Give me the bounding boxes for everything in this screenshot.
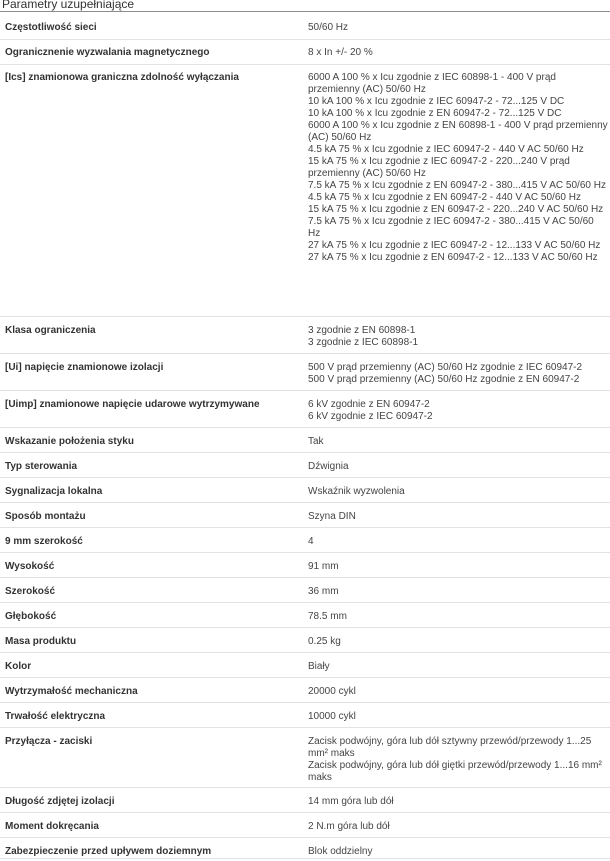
table-row (0, 553, 610, 578)
row-label: Zabezpieczenie przed upływem doziemnym (5, 846, 212, 857)
row-value (308, 661, 608, 673)
table-row (0, 317, 610, 354)
value-line: 10000 cykl (308, 711, 356, 722)
value-line: Wskaźnik wyzwolenia (308, 486, 405, 497)
table-row (0, 478, 610, 503)
row-label: Moment dokręcania (5, 821, 99, 832)
row-label: Trwałość elektryczna (5, 711, 106, 722)
value-line: 3 zgodnie z EN 60898-1 (308, 325, 416, 336)
table-row (0, 428, 610, 453)
value-line: 50/60 Hz (308, 22, 349, 33)
value-line: 14 mm góra lub dół (308, 796, 394, 807)
table-row (0, 628, 610, 653)
row-label: Masa produktu (5, 636, 77, 647)
value-line: 6000 A 100 % x Icu zgodnie z EN 60898-1 - 400 V prąd przemienny (AC) 50/60 Hz (308, 120, 608, 143)
section-title: Parametry uzupełniające (0, 0, 610, 12)
value-line: 15 kA 75 % x Icu zgodnie z EN 60947-2 - 220...240 V AC 50/60 Hz (308, 204, 604, 215)
row-label: Klasa ograniczenia (5, 325, 96, 336)
value-line: 8 x In +/- 20 % (308, 47, 373, 58)
value-line: 91 mm (308, 561, 339, 572)
row-label: Długość zdjętej izolacji (5, 796, 115, 807)
value-line: 36 mm (308, 586, 339, 597)
value-line: 6000 A 100 % x Icu zgodnie z IEC 60898-1 - 400 V prąd przemienny (AC) 50/60 Hz (308, 72, 556, 95)
row-label: Częstotliwość sieci (5, 22, 97, 33)
table-row (0, 65, 610, 317)
value-line: 4.5 kA 75 % x Icu zgodnie z EN 60947-2 - 440 V AC 50/60 Hz (308, 192, 581, 203)
value-line: Szyna DIN (308, 511, 356, 522)
table-row (0, 703, 610, 728)
table-row (0, 788, 610, 813)
table-row (0, 578, 610, 603)
value-line: 20000 cykl (308, 686, 356, 697)
row-value (308, 72, 608, 264)
row-value (308, 325, 608, 349)
value-line: 6 kV zgodnie z IEC 60947-2 (308, 411, 433, 422)
table-row (0, 838, 610, 859)
value-line: 7.5 kA 75 % x Icu zgodnie z IEC 60947-2 - 380...415 V AC 50/60 Hz (308, 216, 594, 239)
value-line: 10 kA 100 % x Icu zgodnie z IEC 60947-2 - 72...125 V DC (308, 96, 565, 107)
row-label: 9 mm szerokość (5, 536, 83, 547)
value-line: 4.5 kA 75 % x Icu zgodnie z IEC 60947-2 - 440 V AC 50/60 Hz (308, 144, 584, 155)
value-line: 27 kA 75 % x Icu zgodnie z IEC 60947-2 - 12...133 V AC 50/60 Hz (308, 240, 601, 251)
row-value (308, 686, 608, 698)
row-label: Głębokość (5, 611, 57, 622)
value-line: Tak (308, 436, 324, 447)
row-label: Szerokość (5, 586, 56, 597)
value-line: 10 kA 100 % x Icu zgodnie z EN 60947-2 - 72...125 V DC (308, 108, 562, 119)
value-line: 500 V prąd przemienny (AC) 50/60 Hz zgodnie z EN 60947-2 (308, 374, 580, 385)
table-row (0, 14, 610, 40)
value-line: 78.5 mm (308, 611, 347, 622)
table-row (0, 728, 610, 788)
row-label: [Ics] znamionowa graniczna zdolność wyłączania (5, 72, 239, 83)
row-label: Sygnalizacja lokalna (5, 486, 103, 497)
row-label: Ogranicznenie wyzwalania magnetycznego (5, 47, 210, 58)
value-line: 15 kA 75 % x Icu zgodnie z IEC 60947-2 - 220...240 V prąd przemienny (AC) 50/60 Hz (308, 156, 570, 179)
row-value (308, 821, 608, 833)
row-value (308, 736, 608, 784)
value-line: Blok oddzielny (308, 846, 373, 857)
row-value (308, 586, 608, 598)
value-line: Dźwignia (308, 461, 349, 472)
table-row (0, 391, 610, 428)
row-value (308, 511, 608, 523)
table-row (0, 40, 610, 65)
table-row (0, 813, 610, 838)
row-label: Sposób montażu (5, 511, 86, 522)
row-value (308, 611, 608, 623)
table-row (0, 354, 610, 391)
row-value (308, 362, 608, 386)
row-label: Wskazanie położenia styku (5, 436, 134, 447)
row-label: Przyłącza - zaciski (5, 736, 93, 747)
value-line: 4 (308, 536, 314, 547)
value-line: 500 V prąd przemienny (AC) 50/60 Hz zgodnie z IEC 60947-2 (308, 362, 583, 373)
row-value (308, 461, 608, 473)
row-value (308, 636, 608, 648)
row-label: [Uimp] znamionowe napięcie udarowe wytrzymywane (5, 399, 260, 410)
table-row (0, 503, 610, 528)
value-line: 6 kV zgodnie z EN 60947-2 (308, 399, 430, 410)
table-row (0, 653, 610, 678)
value-line: 0.25 kg (308, 636, 341, 647)
value-line: 7.5 kA 75 % x Icu zgodnie z EN 60947-2 - 380...415 V AC 50/60 Hz (308, 180, 606, 191)
table-row (0, 603, 610, 628)
row-value (308, 796, 608, 808)
value-line: 3 zgodnie z IEC 60898-1 (308, 337, 419, 348)
row-label: Wysokość (5, 561, 55, 572)
value-line: 27 kA 75 % x Icu zgodnie z EN 60947-2 - 12...133 V AC 50/60 Hz (308, 252, 598, 263)
row-value (308, 711, 608, 723)
row-label: Kolor (5, 661, 32, 672)
row-value (308, 47, 608, 59)
row-value (308, 436, 608, 448)
row-label: Typ sterowania (5, 461, 78, 472)
row-value (308, 22, 608, 34)
row-value (308, 561, 608, 573)
row-value (308, 846, 608, 858)
value-line: Zacisk podwójny, góra lub dół giętki przewód/przewody 1...16 mm² maks (308, 760, 602, 783)
table-row (0, 453, 610, 478)
row-value (308, 486, 608, 498)
row-value (308, 536, 608, 548)
row-label: [Ui] napięcie znamionowe izolacji (5, 362, 164, 373)
row-value (308, 399, 608, 423)
table-row (0, 528, 610, 553)
value-line: Biały (308, 661, 330, 672)
value-line: Zacisk podwójny, góra lub dół sztywny przewód/przewody 1...25 mm² maks (308, 736, 592, 759)
table-row (0, 678, 610, 703)
value-line: 2 N.m góra lub dół (308, 821, 390, 832)
row-label: Wytrzymałość mechaniczna (5, 686, 138, 697)
